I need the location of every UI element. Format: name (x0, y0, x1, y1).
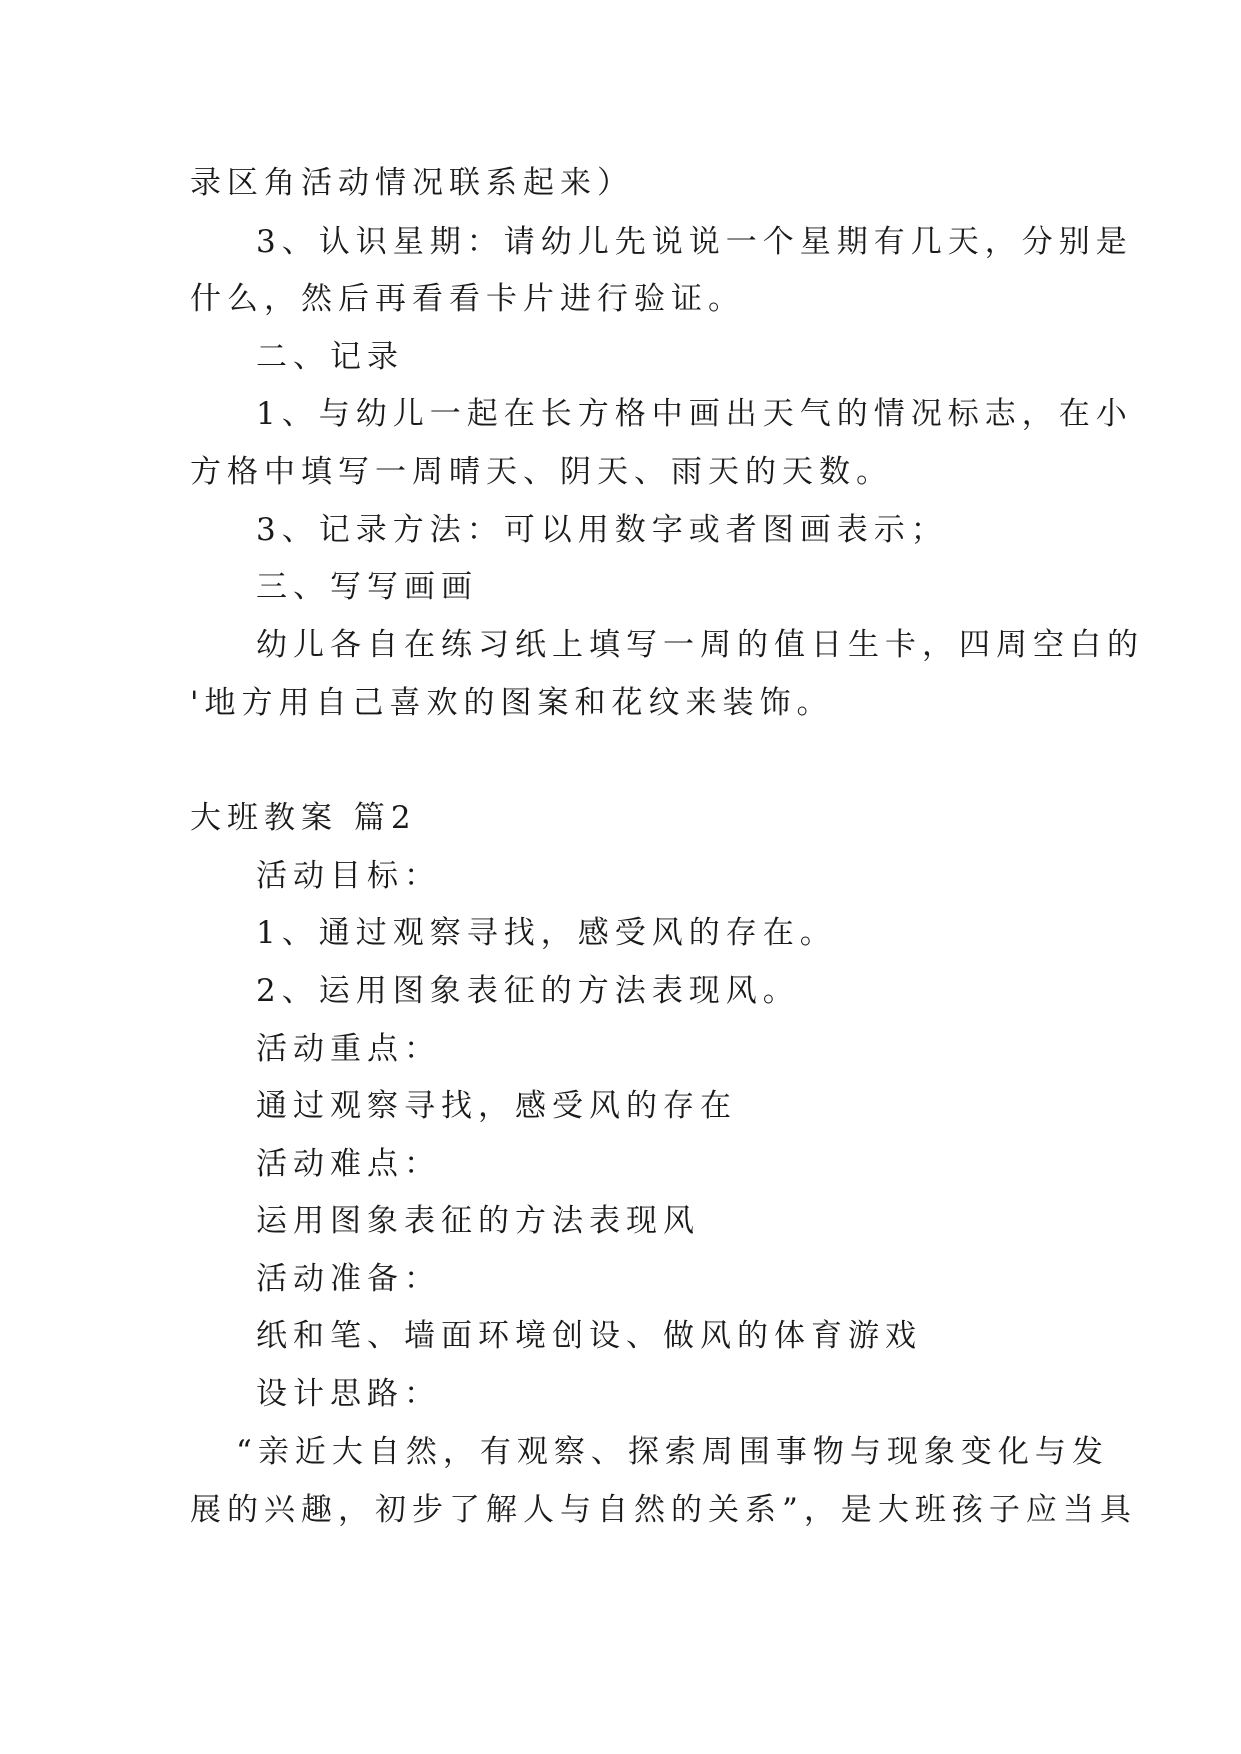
section-heading: 活动难点： (256, 1146, 441, 1182)
text-line: 1、与幼儿一起在长方格中画出天气的情况标志，在小 (256, 396, 1133, 432)
text-line: 运用图象表征的方法表现风 (256, 1203, 700, 1239)
section-heading: 活动目标： (256, 858, 441, 894)
text-line: 1、通过观察寻找，感受风的存在。 (256, 915, 837, 951)
lesson-title: 大班教案 篇2 (190, 800, 417, 836)
text-line: 通过观察寻找，感受风的存在 (256, 1088, 737, 1124)
text-line: “亲近大自然，有观察、探索周围事物与现象变化与发 (236, 1434, 1109, 1470)
text-line: 什么，然后再看看卡片进行验证。 (190, 281, 745, 317)
text-line: '地方用自己喜欢的图案和花纹来装饰。 (190, 685, 834, 721)
section-heading: 活动重点： (256, 1031, 441, 1067)
text-line: 纸和笔、墙面环境创设、做风的体育游戏 (256, 1318, 922, 1354)
section-heading: 三、写写画画 (256, 569, 478, 605)
text-line: 方格中填写一周晴天、阴天、雨天的天数。 (190, 454, 893, 490)
text-line: 展的兴趣，初步了解人与自然的关系”，是大班孩子应当具 (190, 1492, 1137, 1528)
text-line: 3、认识星期：请幼儿先说说一个星期有几天，分别是 (256, 224, 1133, 260)
section-heading: 设计思路： (256, 1376, 441, 1412)
text-line: 幼儿各自在练习纸上填写一周的值日生卡，四周空白的 (256, 627, 1144, 663)
text-line: 录区角活动情况联系起来） (190, 165, 634, 201)
section-heading: 活动准备： (256, 1261, 441, 1297)
section-heading: 二、记录 (256, 339, 404, 375)
text-line: 2、运用图象表征的方法表现风。 (256, 973, 800, 1009)
text-line: 3、记录方法：可以用数字或者图画表示； (256, 512, 948, 548)
